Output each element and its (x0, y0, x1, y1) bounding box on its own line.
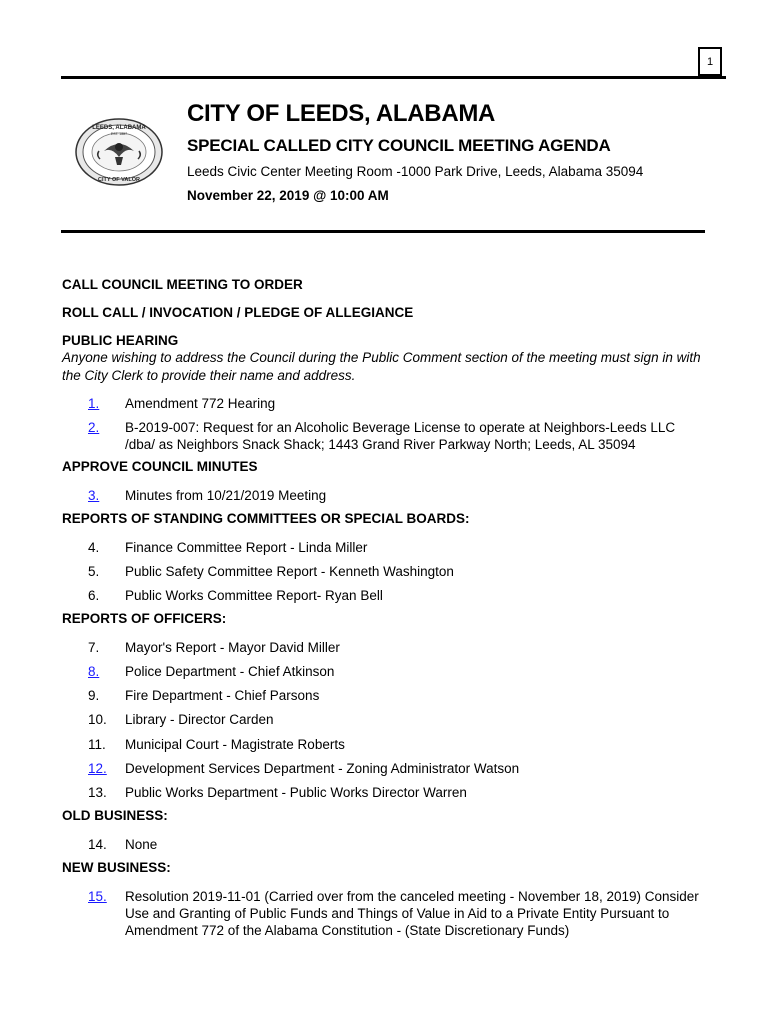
agenda-item-number: 5. (88, 564, 100, 579)
agenda-item-number: 9. (88, 688, 100, 703)
agenda-item-text: Library - Director Carden (125, 712, 274, 727)
page-number-box (698, 47, 722, 76)
agenda-item-number-link[interactable]: 2. (88, 420, 100, 435)
section-officers: REPORTS OF OFFICERS: (62, 611, 227, 626)
agenda-item-text: Amendment 772 Hearing (125, 396, 276, 411)
agenda-item-number: 6. (88, 588, 100, 603)
agenda-item-number-link[interactable]: 12. (88, 761, 107, 776)
section-new-business: NEW BUSINESS: (62, 860, 171, 875)
page-number: 1 (706, 55, 714, 68)
seal-est-text: EST. 1887 (110, 132, 128, 136)
city-seal-logo (74, 117, 164, 187)
page-subtitle: SPECIAL CALLED CITY COUNCIL MEETING AGENDA (187, 136, 611, 155)
agenda-item-number: 11. (88, 737, 106, 752)
agenda-item-text: Resolution 2019-11-01 (Carried over from the canceled meeting - November 18, 2019) Consider Use and Granting of Public Funds and Things of Value in Aid to a Private Entity Pursuant to Amendment 772 of the Alabama Constitution - (State Discretionary Funds) (125, 889, 699, 938)
agenda-item-number: 10. (88, 712, 107, 727)
section-call-to-order: CALL COUNCIL MEETING TO ORDER (62, 277, 303, 292)
agenda-item-text: Fire Department - Chief Parsons (125, 688, 320, 703)
agenda-item-number: 4. (88, 540, 100, 555)
seal-bottom-text: CITY OF VALOR (98, 177, 140, 183)
seal-top-text: LEEDS, ALABAMA (92, 125, 146, 131)
section-public-hearing: PUBLIC HEARING (62, 333, 179, 348)
meeting-date: November 22, 2019 @ 10:00 AM (187, 188, 389, 203)
agenda-item-text: Minutes from 10/21/2019 Meeting (125, 488, 327, 503)
agenda-item-number-link[interactable]: 8. (88, 664, 100, 679)
agenda-item-text: None (125, 837, 158, 852)
header-top-rule (61, 76, 726, 79)
page-title: CITY OF LEEDS, ALABAMA (187, 100, 496, 127)
public-hearing-note: Anyone wishing to address the Council during the Public Comment section of the meeting must sign in with the City Clerk to provide their name and address. (62, 350, 701, 383)
header-bottom-rule (61, 230, 705, 233)
meeting-location: Leeds Civic Center Meeting Room -1000 Park Drive, Leeds, Alabama 35094 (187, 164, 644, 179)
agenda-item-text: Municipal Court - Magistrate Roberts (125, 737, 345, 752)
agenda-item-number-link[interactable]: 1. (88, 396, 100, 411)
agenda-item-text: Development Services Department - Zoning Administrator Watson (125, 761, 520, 776)
agenda-item-number-link[interactable]: 3. (88, 488, 100, 503)
agenda-item-text: Public Safety Committee Report - Kenneth Washington (125, 564, 454, 579)
section-old-business: OLD BUSINESS: (62, 808, 168, 823)
agenda-item-number: 7. (88, 640, 100, 655)
section-approve-minutes: APPROVE COUNCIL MINUTES (62, 459, 258, 474)
agenda-item-number: 13. (88, 785, 107, 800)
agenda-item-text: Public Works Department - Public Works Director Warren (125, 785, 467, 800)
agenda-item-text: Public Works Committee Report- Ryan Bell (125, 588, 383, 603)
agenda-item-text: Finance Committee Report - Linda Miller (125, 540, 368, 555)
agenda-item-text: Police Department - Chief Atkinson (125, 664, 335, 679)
agenda-item-text: B-2019-007: Request for an Alcoholic Beverage License to operate at Neighbors-Leeds LLC /dba/ as Neighbors Snack Shack; 1443 Grand River Parkway North; Leeds, AL 35094 (125, 420, 676, 452)
agenda-item-number: 14. (88, 837, 107, 852)
section-roll-call: ROLL CALL / INVOCATION / PLEDGE OF ALLEGIANCE (62, 305, 414, 320)
agenda-item-number-link[interactable]: 15. (88, 889, 107, 904)
agenda-item-text: Mayor's Report - Mayor David Miller (125, 640, 340, 655)
section-standing-committees: REPORTS OF STANDING COMMITTEES OR SPECIAL BOARDS: (62, 511, 470, 526)
